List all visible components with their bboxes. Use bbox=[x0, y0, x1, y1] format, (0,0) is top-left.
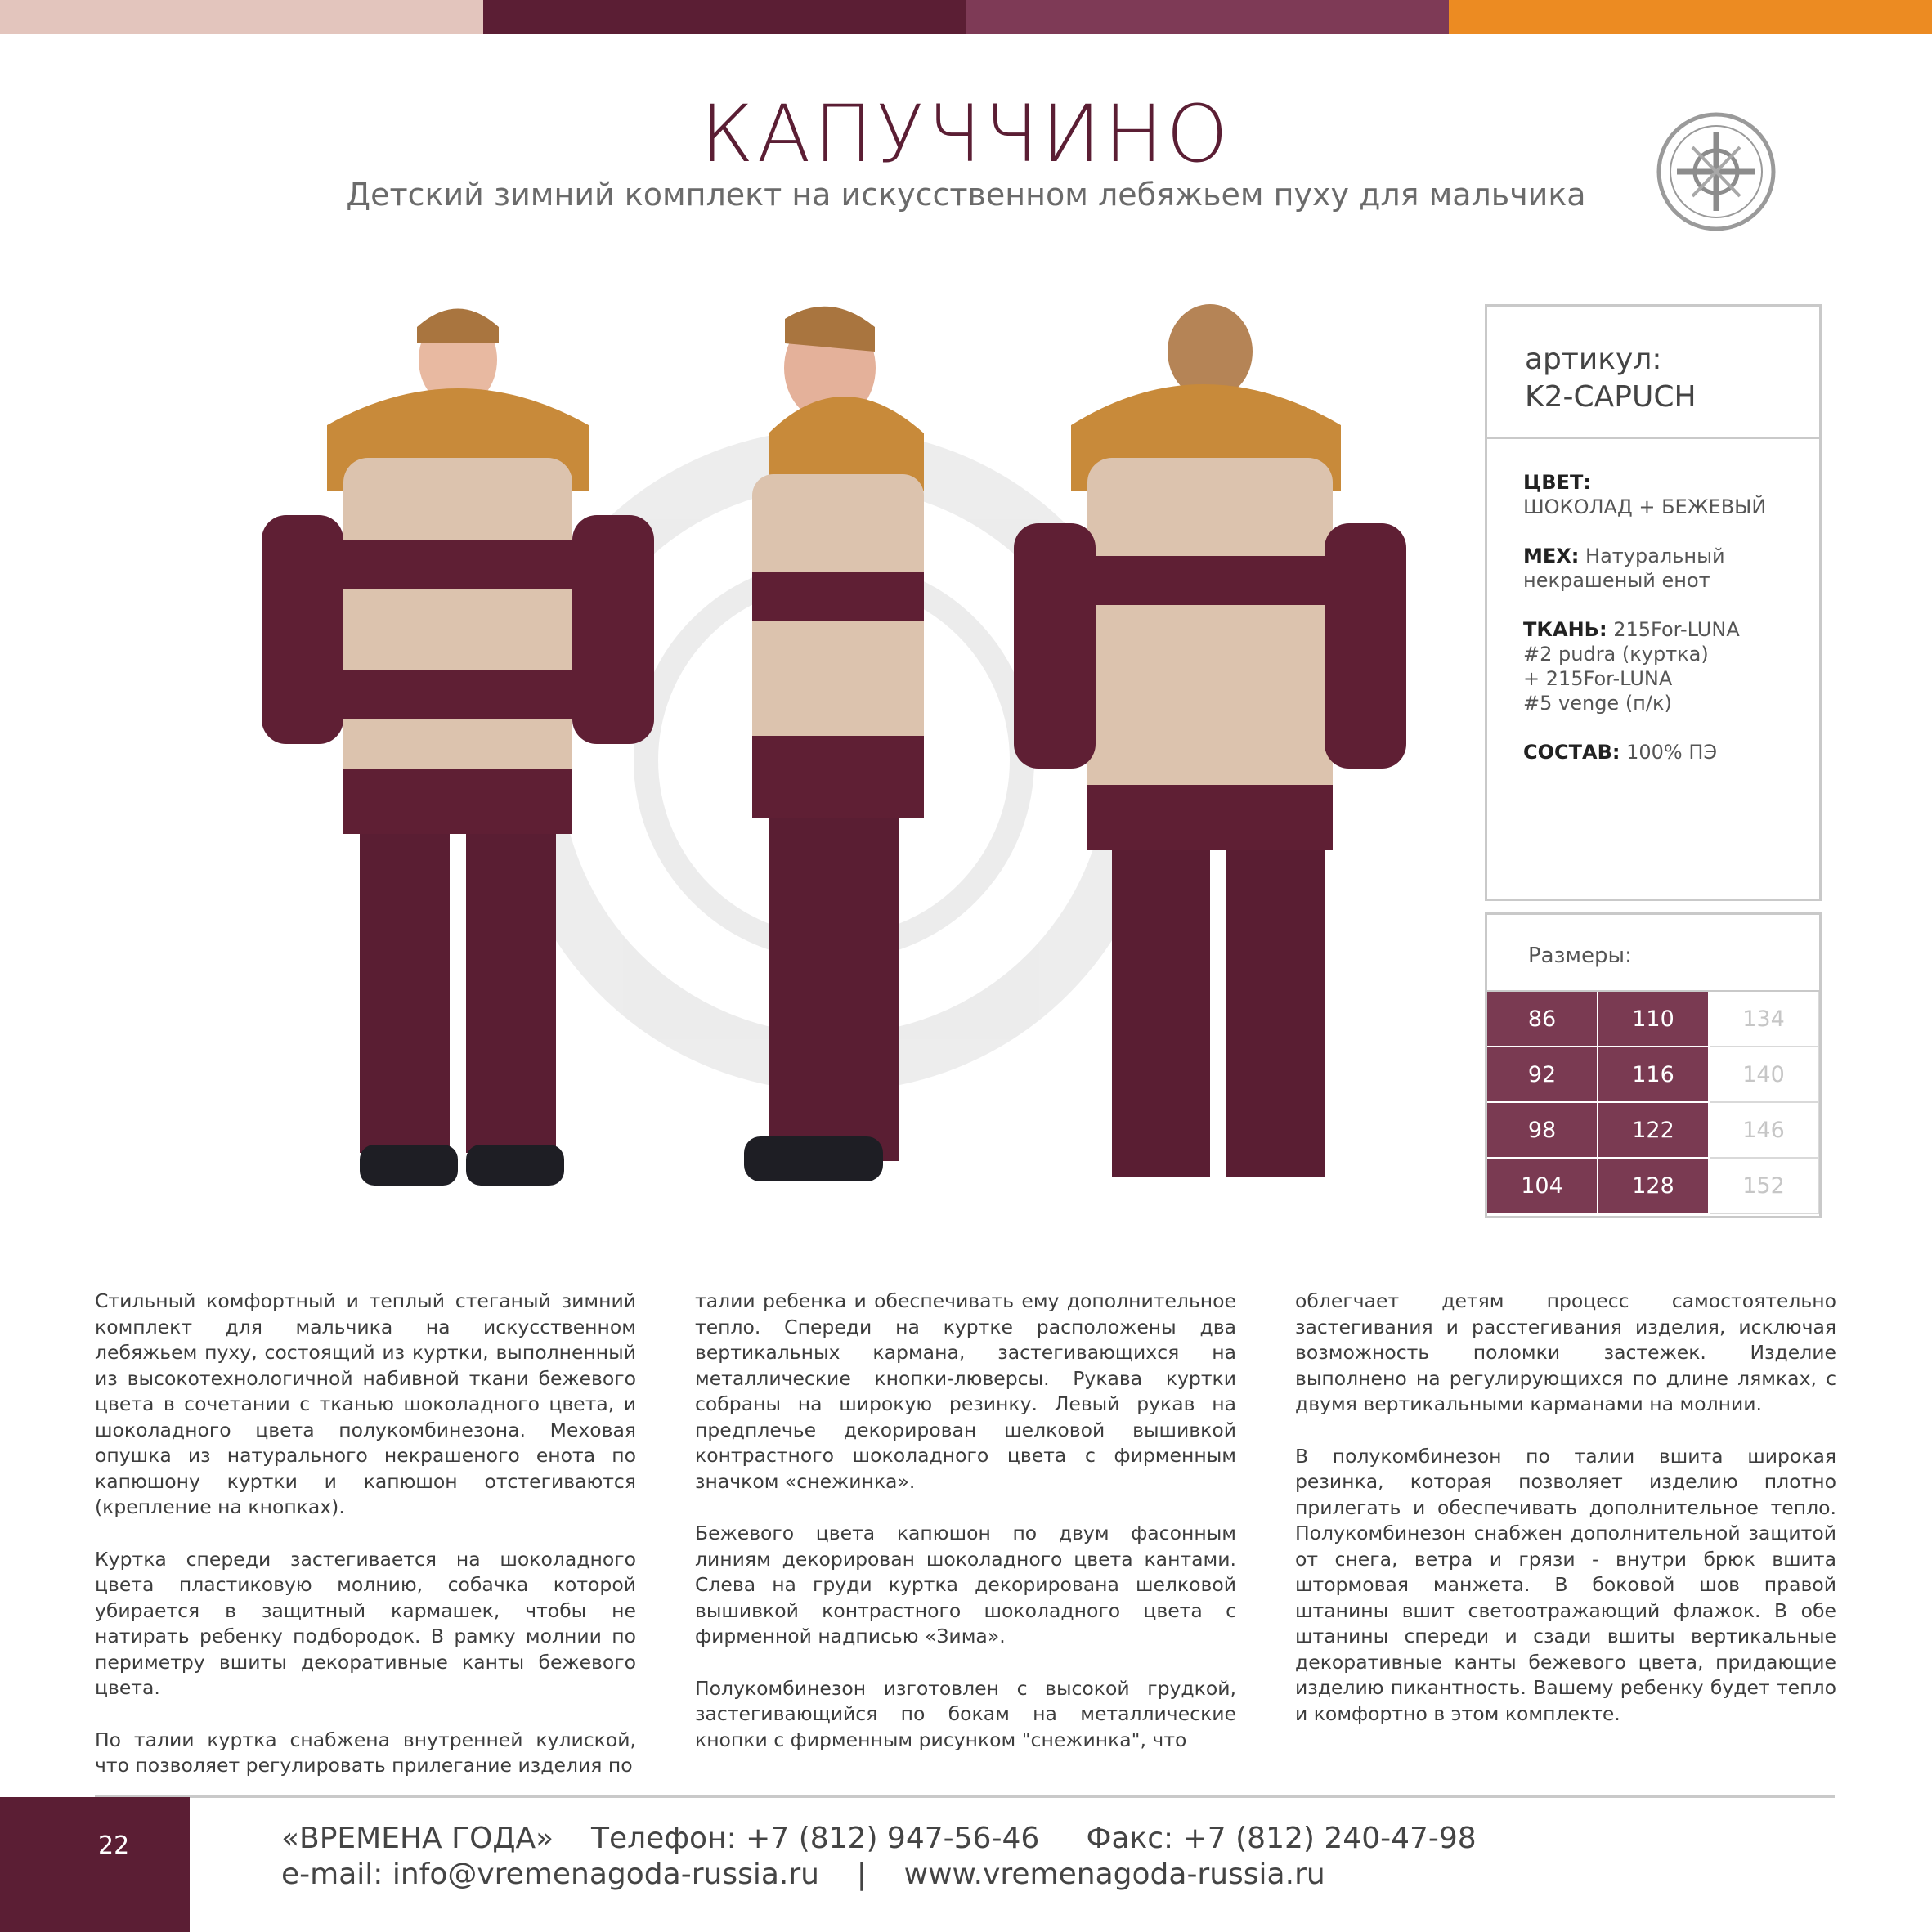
description-paragraph: По талии куртка снабжена внутренней кулиской, что позволяет регулировать прилегание изделия по bbox=[95, 1728, 636, 1777]
product-info-panel bbox=[1485, 304, 1822, 901]
product-photos bbox=[253, 294, 1431, 1267]
boy-back-figure bbox=[1014, 304, 1406, 1177]
description-column-1 bbox=[95, 1289, 636, 1805]
top-bar-segment-4 bbox=[1449, 0, 1932, 34]
description-paragraph: Стильный комфортный и теплый стеганый зимний комплект для мальчика на искусственном лебяжьем пуху, состоящий из куртки, выполненный из высокотехнологичной набивной ткани бежевого цвета в сочетании с тканью шоколадного цвета, и шоколадного цвета полукомбинезона. Меховая опушка из натурального некрашеного енота по капюшону куртки и капюшон отстегиваются (крепление на кнопках). bbox=[95, 1289, 636, 1518]
spec-composition-label: СОСТАВ: bbox=[1523, 741, 1620, 764]
specs-block bbox=[1487, 439, 1819, 764]
description-paragraph: талии ребенка и обеспечивать ему дополнительное тепло. Спереди на куртке расположены два вертикальных кармана, застегивающихся на металлические кнопки-люверсы. Рукава куртки собраны на широкую резинку. Левый рукав на предплечье декорирован шелковой вышивкой контрастного шоколадного цвета с фирменным значком «снежинка». bbox=[695, 1289, 1236, 1493]
size-cell: 134 bbox=[1710, 992, 1819, 1047]
spec-fabric-value-2: #2 pudra (куртка) bbox=[1523, 643, 1709, 666]
spec-fabric-value-3: + 215For-LUNA bbox=[1523, 667, 1673, 690]
footer-contacts: «ВРЕМЕНА ГОДА» Телефон: +7 (812) 947-56-46 Факс: +7 (812) 240-47-98 bbox=[281, 1822, 1477, 1855]
boy-side-figure bbox=[744, 307, 924, 1181]
size-cell: 104 bbox=[1487, 1159, 1598, 1214]
boy-front-figure bbox=[262, 309, 654, 1186]
size-cell: 86 bbox=[1487, 992, 1598, 1047]
spec-fur-value-1: Натуральный bbox=[1585, 545, 1725, 567]
top-bar-segment-3 bbox=[966, 0, 1450, 34]
spec-fabric bbox=[1523, 617, 1819, 715]
footer-divider bbox=[95, 1795, 1835, 1798]
size-cell: 140 bbox=[1710, 1047, 1819, 1103]
page-subtitle: Детский зимний комплект на искусственном лебяжьем пуху для мальчика bbox=[346, 177, 1586, 213]
spec-color-label: ЦВЕТ: bbox=[1523, 471, 1591, 494]
article-block bbox=[1487, 307, 1819, 439]
sizes-label: Размеры: bbox=[1487, 915, 1819, 992]
description-paragraph: В полукомбинезон по талии вшита широкая резинка, которая позволяет изделию плотно прилегать и обеспечивать дополнительное тепло. Полукомбинезон снабжен дополнительной защитой от снега, ветра и грязи - внутри брюк вшита штормовая манжета. В боковой шов правой штанины вшит светоотражающий флажок. В обе штанины спереди и сзади вшиты вертикальные декоративные канты бежевого цвета, придающие изделию пикантность. Вашему ребенку будет тепло и комфортно в этом комплекте. bbox=[1295, 1444, 1836, 1725]
description-column-2 bbox=[695, 1289, 1236, 1779]
size-cell: 110 bbox=[1598, 992, 1710, 1047]
article-value: K2-CAPUCH bbox=[1525, 380, 1697, 414]
spec-composition bbox=[1523, 740, 1819, 764]
article-label: артикул: bbox=[1525, 343, 1662, 376]
page-title: КАПУЧЧИНО bbox=[701, 88, 1231, 180]
spec-fur-label: МЕХ: bbox=[1523, 545, 1580, 567]
description-paragraph: Бежевого цвета капюшон по двум фасонным линиям декорирован шоколадного цвета кантами. Слева на груди куртка декорирована шелковой вышивкой контрастного шоколадного цвета с фирменной надписью «Зима». bbox=[695, 1522, 1236, 1647]
spec-fur-value-2: некрашеный енот bbox=[1523, 569, 1710, 592]
description-column-3 bbox=[1295, 1289, 1836, 1753]
size-cell: 92 bbox=[1487, 1047, 1598, 1103]
top-color-bar bbox=[0, 0, 1932, 34]
brand-emblem-icon bbox=[1655, 95, 1777, 249]
top-bar-segment-1 bbox=[0, 0, 483, 34]
description-paragraph: Полукомбинезон изготовлен с высокой грудкой, застегивающийся по бокам на металлические кнопки с фирменным рисунком "снежинка", что bbox=[695, 1676, 1236, 1751]
page-number: 22 bbox=[98, 1831, 130, 1860]
description-paragraph: облегчает детям процесс самостоятельно застегивания и расстегивания изделия, исключая возможность поломки застежек. Изделие выполнено на регулирующихся по длине лямках, с двумя вертикальными карманами на молнии. bbox=[1295, 1289, 1836, 1415]
top-bar-segment-2 bbox=[483, 0, 966, 34]
spec-color bbox=[1523, 470, 1819, 519]
spec-color-value: ШОКОЛАД + БЕЖЕВЫЙ bbox=[1523, 495, 1767, 518]
size-cell: 146 bbox=[1710, 1103, 1819, 1159]
size-cell: 128 bbox=[1598, 1159, 1710, 1214]
spec-fabric-label: ТКАНЬ: bbox=[1523, 618, 1607, 641]
spec-fur bbox=[1523, 544, 1819, 593]
description-paragraph: Куртка спереди застегивается на шоколадного цвета пластиковую молнию, собачка которой убирается в защитный кармашек, чтобы не натирать ребенку подбородок. В рамку молнии по периметру вшиты декоративные канты бежевого цвета. bbox=[95, 1547, 636, 1699]
sizes-panel bbox=[1485, 912, 1822, 1218]
spec-composition-value: 100% ПЭ bbox=[1626, 741, 1718, 764]
sizes-grid bbox=[1487, 992, 1819, 1214]
spec-fabric-value-4: #5 venge (п/к) bbox=[1523, 692, 1672, 715]
size-cell: 122 bbox=[1598, 1103, 1710, 1159]
size-cell: 152 bbox=[1710, 1159, 1819, 1214]
spec-fabric-value-1: 215For-LUNA bbox=[1613, 618, 1740, 641]
page-number-box bbox=[0, 1797, 190, 1932]
size-cell: 116 bbox=[1598, 1047, 1710, 1103]
size-cell: 98 bbox=[1487, 1103, 1598, 1159]
footer-web: e-mail: info@vremenagoda-russia.ru | www.vremenagoda-russia.ru bbox=[281, 1858, 1325, 1891]
